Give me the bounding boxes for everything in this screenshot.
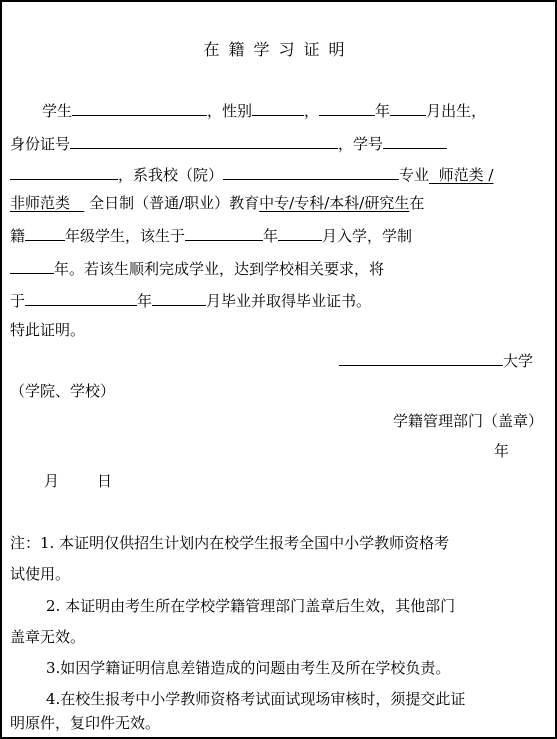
label-year2: 年 [263, 227, 279, 245]
note-4 [46, 689, 547, 709]
label-dept-seal: 学籍管理部门（盖章） [392, 412, 543, 430]
label-university: 大学 [502, 352, 533, 370]
line-student [10, 99, 547, 121]
dept-blank[interactable] [223, 163, 399, 180]
id-card-blank[interactable] [70, 132, 338, 149]
label-year: 年 [375, 102, 391, 120]
non-normal-option: 非师范类 [10, 194, 71, 212]
comma: ， [304, 102, 320, 120]
line-college [10, 381, 547, 401]
label-dept: ，系我校（院） [118, 166, 224, 184]
grade-blank[interactable] [25, 224, 65, 241]
label-in: 在 [409, 194, 425, 212]
label-sig-day: 日 [97, 472, 113, 490]
line-sig-date [44, 471, 547, 491]
line-type [10, 193, 547, 213]
note-1 [10, 533, 547, 553]
birth-year-blank[interactable] [319, 99, 375, 116]
line-dept-seal [10, 411, 543, 431]
note-3-line: 3.如因学籍证明信息差错造成的问题由考生及所在学校负责。 [46, 659, 451, 677]
label-sig-year: 年 [494, 442, 510, 460]
university-blank[interactable] [339, 349, 503, 366]
note-1-line-b: 试使用。 [10, 565, 71, 583]
education-levels: 中专/专科/本科/研究生 [259, 194, 410, 212]
label-hereby: 特此证明。 [10, 321, 86, 339]
line-duration [10, 257, 547, 279]
student-no-blank[interactable] [383, 132, 447, 149]
label-year3: 年 [137, 292, 153, 310]
label-full-time: 全日制（普通/职业）教育 [89, 194, 260, 212]
normal-option: 师范类 / [438, 166, 494, 184]
label-major: 专业 [399, 166, 430, 184]
page-title: 在籍学习证明 [203, 40, 354, 59]
label-ji: 籍 [10, 227, 26, 245]
line-graduate [10, 289, 547, 311]
note-4-line-b: 明原件，复印件无效。 [10, 714, 161, 732]
line-grade [10, 224, 547, 246]
label-id-card: 身份证号 [10, 135, 71, 153]
note-4-line-a: 4.在校生报考中小学教师资格考试面试现场审核时，须提交此证 [46, 690, 466, 708]
graduate-month-blank[interactable] [152, 289, 206, 306]
note-4b [10, 713, 547, 733]
student-no-cont-blank[interactable] [10, 163, 118, 180]
label-college: （学院、学校） [10, 382, 116, 400]
duration-blank[interactable] [10, 257, 54, 274]
note-3 [46, 658, 547, 678]
label-student: 学生 [42, 102, 73, 120]
gender-blank[interactable] [252, 99, 304, 116]
graduate-year-blank[interactable] [25, 289, 137, 306]
note-2-line-b: 盖章无效。 [10, 628, 86, 646]
label-gender: ，性别 [207, 102, 253, 120]
label-duration: 年。若该生顺利完成学业，达到学校相关要求，将 [54, 260, 385, 278]
enroll-month-blank[interactable] [278, 224, 322, 241]
label-graduate: 月毕业并取得毕业证书。 [206, 292, 372, 310]
line-id [10, 132, 547, 154]
note-2b [10, 627, 547, 647]
label-sig-month: 月 [44, 472, 60, 490]
line-hereby [10, 320, 547, 340]
note-2 [46, 596, 547, 616]
note-1b [10, 564, 547, 584]
label-student-no: ，学号 [338, 135, 384, 153]
label-month-birth: 月出生， [426, 102, 487, 120]
line-sig-year [494, 441, 547, 461]
name-blank[interactable] [72, 99, 207, 116]
note-1-line-a: 注：1. 本证明仅供招生计划内在校学生报考全国中小学教师资格考 [10, 534, 450, 552]
line-dept [10, 163, 547, 185]
label-enroll: 月入学，学制 [322, 227, 413, 245]
birth-month-blank[interactable] [390, 99, 426, 116]
line-university [10, 349, 533, 371]
enroll-year-blank[interactable] [185, 224, 263, 241]
label-grade: 年级学生，该生于 [65, 227, 186, 245]
note-2-line-a: 2. 本证明由考生所在学校学籍管理部门盖章后生效，其他部门 [46, 597, 456, 615]
label-yu: 于 [10, 292, 26, 310]
